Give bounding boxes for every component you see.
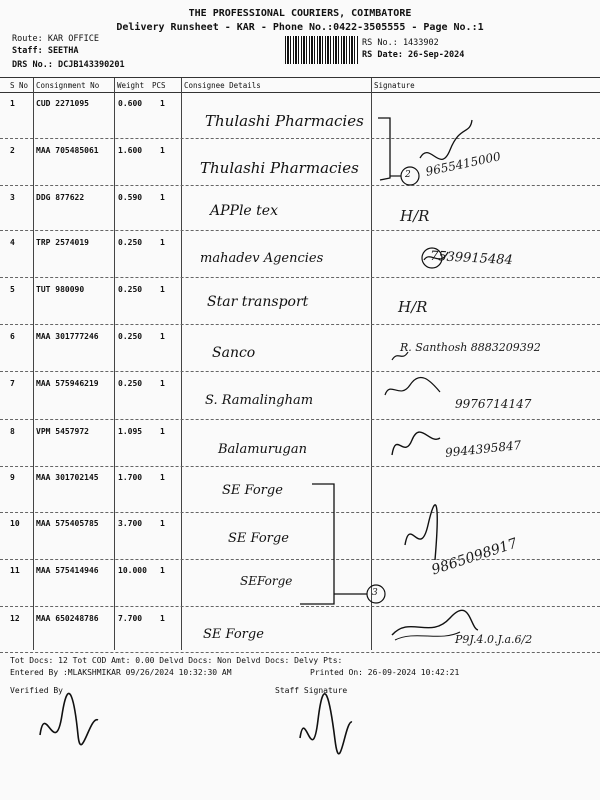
row-consignee: SE Forge — [228, 531, 289, 546]
row-consignee: SE Forge — [222, 483, 283, 498]
row-consignment: TUT 980090 — [36, 285, 85, 294]
staff-label: Staff: SEETHA — [12, 46, 79, 56]
row-sno: 7 — [10, 379, 15, 388]
row-consignment: MAA 301777246 — [36, 332, 99, 341]
row-pcs: 1 — [160, 473, 165, 482]
bracket-label-b: 3 — [372, 588, 378, 598]
row-weight: 0.250 — [118, 332, 143, 341]
col-weight: Weight — [117, 81, 145, 90]
row-signature: H/R — [400, 207, 430, 225]
row-consignee: SE Forge — [203, 627, 264, 642]
row-consignee: APPle tex — [210, 203, 278, 219]
row-pcs: 1 — [160, 566, 165, 575]
row-weight: 1.095 — [118, 427, 143, 436]
row-consignment: MAA 650248786 — [36, 614, 99, 623]
rs-date: RS Date: 26-Sep-2024 — [362, 50, 465, 60]
entered-by: Entered By :MLAKSHMIKAR 09/26/2024 10:32:30 AM — [10, 668, 232, 677]
printed-on: Printed On: 26-09-2024 10:42:21 — [310, 668, 460, 677]
row-weight: 1.600 — [118, 146, 143, 155]
row-sno: 1 — [10, 99, 15, 108]
row-consignee: SEForge — [240, 574, 293, 588]
row-consignment: MAA 705485061 — [36, 146, 99, 155]
row-consignee: Star transport — [207, 294, 309, 310]
row-consignment: MAA 575414946 — [36, 566, 99, 575]
row-sno: 3 — [10, 193, 15, 202]
row-weight: 0.250 — [118, 285, 143, 294]
row-consignment: MAA 575946219 — [36, 379, 99, 388]
rs-number: RS No.: 1433902 — [362, 38, 439, 48]
row-consignment: DDG 877622 — [36, 193, 85, 202]
row-signature: R. Santhosh 8883209392 — [400, 341, 541, 354]
col-consignment: Consignment No — [36, 81, 100, 90]
row-sno: 2 — [10, 146, 15, 155]
row-signature: 7539915484 — [429, 248, 514, 269]
row-consignee: Balamurugan — [218, 442, 307, 457]
row-signature: P9J.4.0.J.a.6/2 — [455, 633, 533, 646]
row-signature: 9655415000 — [424, 149, 502, 179]
row-sno: 5 — [10, 285, 15, 294]
row-consignee: Thulashi Pharmacies — [205, 112, 364, 130]
runsheet-subtitle: Delivery Runsheet - KAR - Phone No.:0422-3505555 - Page No.:1 — [116, 22, 484, 33]
row-consignment: TRP 2574019 — [36, 238, 89, 247]
row-pcs: 1 — [160, 146, 165, 155]
col-pcs: PCS — [152, 81, 166, 90]
row-consignee: Sanco — [212, 345, 256, 361]
row-sno: 6 — [10, 332, 15, 341]
row-weight: 1.700 — [118, 473, 143, 482]
col-signature: Signature — [374, 81, 415, 90]
row-signature: 9944395847 — [444, 438, 522, 460]
row-sno: 4 — [10, 238, 15, 247]
row-sno: 11 — [10, 566, 20, 575]
row-consignment: MAA 575405785 — [36, 519, 99, 528]
verified-by-label: Verified By — [10, 686, 63, 695]
row-weight: 0.590 — [118, 193, 143, 202]
row-pcs: 1 — [160, 193, 165, 202]
row-weight: 3.700 — [118, 519, 143, 528]
row-weight: 10.000 — [118, 566, 147, 575]
staff-signature-label: Staff Signature — [275, 686, 348, 695]
row-weight: 0.250 — [118, 379, 143, 388]
row-pcs: 1 — [160, 614, 165, 623]
row-pcs: 1 — [160, 519, 165, 528]
row-pcs: 1 — [160, 427, 165, 436]
row-signature: 9865098917 — [429, 535, 520, 579]
row-weight: 7.700 — [118, 614, 143, 623]
col-sno: S No — [10, 81, 29, 90]
row-weight: 0.250 — [118, 238, 143, 247]
row-weight: 0.600 — [118, 99, 143, 108]
row-sno: 12 — [10, 614, 20, 623]
row-pcs: 1 — [160, 285, 165, 294]
row-consignment: MAA 301702145 — [36, 473, 99, 482]
row-consignee: S. Ramalingham — [205, 393, 314, 408]
route-label: Route: KAR OFFICE — [12, 34, 99, 44]
row-sno: 8 — [10, 427, 15, 436]
row-pcs: 1 — [160, 379, 165, 388]
row-signature: H/R — [398, 298, 428, 316]
drs-number: DRS No.: DCJB143390201 — [12, 60, 125, 70]
company-title: THE PROFESSIONAL COURIERS, COIMBATORE — [188, 8, 412, 19]
row-pcs: 1 — [160, 332, 165, 341]
totals-line: Tot Docs: 12 Tot COD Amt: 0.00 Delvd Docs: Non Delvd Docs: Delvy Pts: — [10, 656, 343, 665]
col-consignee: Consignee Details — [184, 81, 261, 90]
row-signature: 9976714147 — [455, 397, 532, 411]
row-sno: 10 — [10, 519, 20, 528]
row-pcs: 1 — [160, 238, 165, 247]
row-consignee: mahadev Agencies — [200, 251, 324, 266]
row-sno: 9 — [10, 473, 15, 482]
row-pcs: 1 — [160, 99, 165, 108]
row-consignee: Thulashi Pharmacies — [200, 159, 359, 177]
row-consignment: CUD 2271095 — [36, 99, 89, 108]
row-consignment: VPM 5457972 — [36, 427, 89, 436]
bracket-label-a: 2 — [405, 170, 411, 180]
